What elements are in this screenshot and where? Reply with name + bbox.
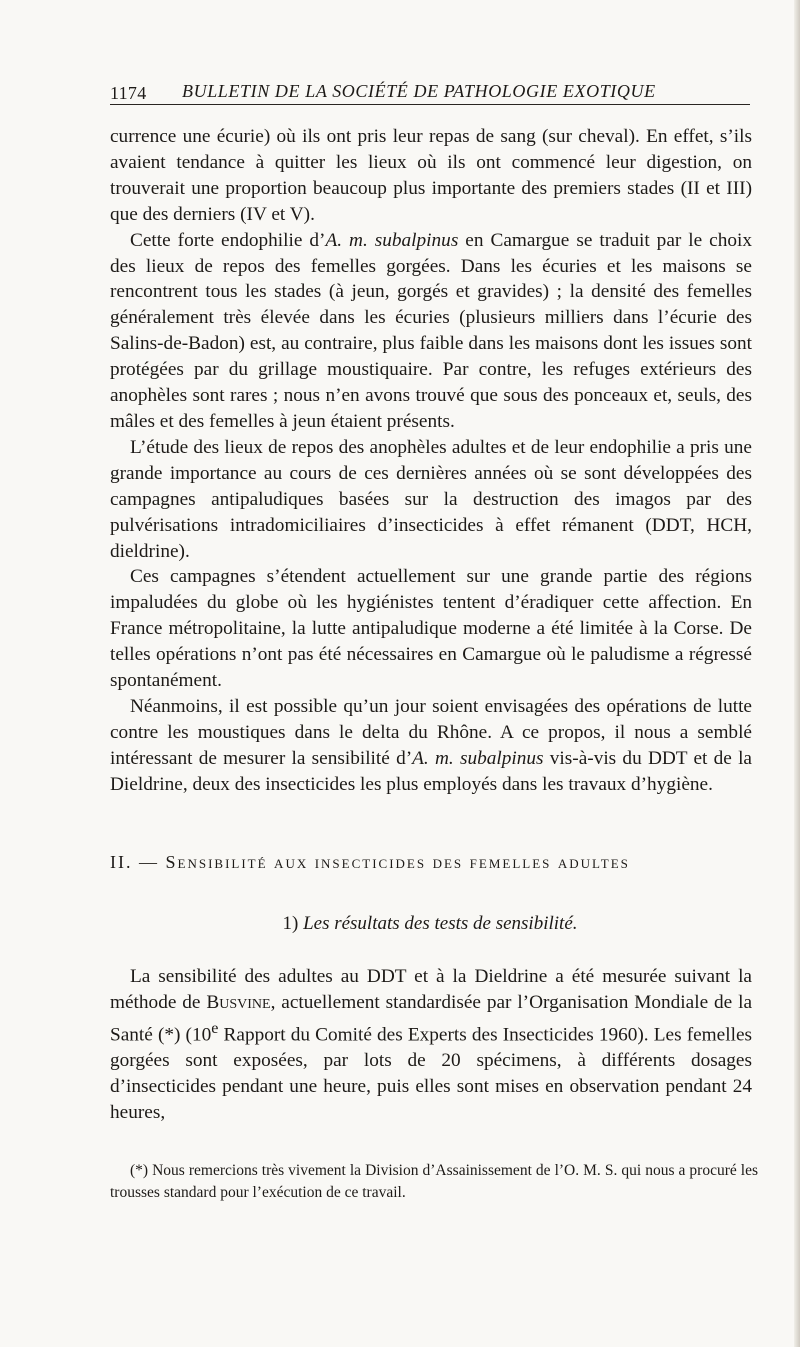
section-text: [110, 964, 752, 1126]
paragraph: Cette forte endophilie d’A. m. subalpinus en Camargue se traduit par le choix des lieux de repos des femelles gorgées. Dans les écuries et les maisons se rencontrent tous les stades (à jeun, gorgés et gravides) ; la densité des femelles généralement très élevée dans les écuries (plusieurs milliers dans l’écurie des Salins-de-Badon) est, au contraire, plus faible dans les maisons dont les issues sont protégées par du grillage moustiquaire. Par contre, les refuges extérieurs des anophèles sont rares ; nous n’en avons trouvé que sous des ponceaux et, seuls, des mâles et des femelles à jeun étaient présents.: [110, 229, 752, 432]
paragraph: Ces campagnes s’étendent actuellement sur une grande partie des régions impaludées du globe où les hygiénistes tentent d’éradiquer cette affection. En France métropolitaine, la lutte antipaludique moderne a été limitée à la Corse. De telles opérations n’ont pas été nécessaires en Camargue où le paludisme a régressé spontanément.: [110, 566, 752, 692]
page-number: 1174: [110, 83, 147, 103]
subsection-heading: 1) Les résultats des tests de sensibilité.: [282, 913, 578, 934]
main-text: [110, 124, 752, 798]
author-name: Busvine: [206, 991, 271, 1013]
page-header: [110, 79, 750, 103]
footnote-text: Nous remercions très vivement la Division d’Assainissement de l’O. M. S. qui nous a procuré les trousses standard pour l’exécution de ce travail.: [110, 1162, 758, 1201]
footnote-marker: (*): [130, 1162, 149, 1179]
subsection-title: Les résultats des tests de sensibilité.: [303, 913, 578, 934]
running-title: BULLETIN DE LA SOCIÉTÉ DE PATHOLOGIE EXOTIQUE: [182, 81, 656, 101]
species-name: A. m. subalpinus: [325, 229, 459, 251]
header-rule: [110, 104, 750, 105]
paragraph: currence une écurie) où ils ont pris leur repas de sang (sur cheval). En effet, s’ils avaient tendance à quitter les lieux où ils ont commencé leur digestion, on trouverait une proportion beaucoup plus importante des premiers stades (II et III) que des derniers (IV et V).: [110, 126, 752, 225]
paragraph: Néanmoins, il est possible qu’un jour soient envisagées des opérations de lutte contre les moustiques dans le delta du Rhône. A ce propos, il nous a semblé intéressant de mesurer la sensibilité d’A. m. subalpinus vis-à-vis du DDT et de la Dieldrine, deux des insecticides les plus employés dans les travaux d’hygiène.: [110, 695, 752, 795]
footnote: [110, 1160, 758, 1204]
section-title: Sensibilité aux insecticides des femelles adultes: [165, 852, 630, 872]
page-edge-shadow: [794, 0, 800, 1347]
paragraph: La sensibilité des adultes au DDT et à la Dieldrine a été mesurée suivant la méthode de Busvine, actuellement standardisée par l’Organisation Mondiale de la Santé (*) (10e Rapport du Comité des Experts des Insecticides 1960). Les femelles gorgées sont exposées, par lots de 20 spécimens, à différents dosages d’insecticides pendant une heure, puis elles sont mises en observation pendant 24 heures,: [110, 966, 753, 1123]
paragraph: L’étude des lieux de repos des anophèles adultes et de leur endophilie a pris une grande importance au cours de ces dernières années où se sont développées des campagnes antipaludiques basées sur la destruction des imagos par des pulvérisations intradomiciliaires d’insecticides à effet rémanent (DDT, HCH, dieldrine).: [110, 436, 752, 562]
species-name: A. m. subalpinus: [412, 747, 544, 769]
section-heading: II. — Sensibilité aux insecticides des femelles adultes: [110, 852, 630, 872]
